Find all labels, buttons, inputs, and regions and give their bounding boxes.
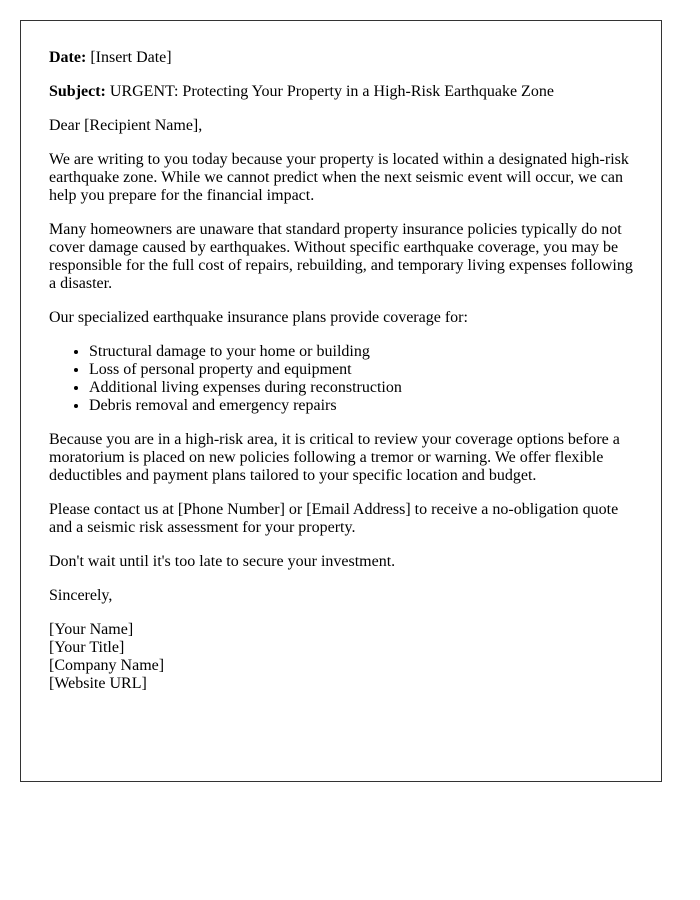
contact-paragraph: Please contact us at [Phone Number] or [Email Address] to receive a no-obligation quote and a seismic risk assessment for your property. — [49, 501, 619, 536]
coverage-item: • Structural damage to your home or building — [89, 343, 633, 361]
coverage-intro-paragraph: Our specialized earthquake insurance plans provide coverage for: — [49, 309, 468, 326]
coverage-item: • Additional living expenses during reconstruction — [89, 379, 633, 397]
signature-title: [Your Title] — [49, 639, 125, 656]
date-label: Date: — [49, 49, 87, 66]
coverage-item: • Loss of personal property and equipment — [89, 361, 633, 379]
signature-block — [49, 621, 633, 693]
salutation: Dear [Recipient Name], — [49, 117, 203, 134]
letter-page — [20, 20, 662, 782]
subject-value: URGENT: Protecting Your Property in a High-Risk Earthquake Zone — [109, 83, 554, 100]
coverage-item: • Debris removal and emergency repairs — [89, 397, 633, 415]
signature-name: [Your Name] — [49, 621, 134, 638]
call-to-action: Don't wait until it's too late to secure your investment. — [49, 553, 396, 570]
valediction: Sincerely, — [49, 587, 113, 604]
coverage-list — [49, 343, 633, 415]
intro-paragraph: We are writing to you today because your property is located within a designated high-risk earthquake zone. While we cannot predict when the next seismic event will occur, we can help you prepare for the financial impact. — [49, 151, 629, 204]
signature-company: [Company Name] — [49, 657, 165, 674]
urgency-paragraph: Because you are in a high-risk area, it is critical to review your coverage options before a moratorium is placed on new policies following a tremor or warning. We offer flexible deductibles and payment plans tailored to your specific location and budget. — [49, 431, 620, 484]
subject-line — [49, 83, 633, 101]
date-value: [Insert Date] — [90, 49, 172, 66]
subject-label: Subject: — [49, 83, 106, 100]
coverage-gap-paragraph: Many homeowners are unaware that standard property insurance policies typically do not cover damage caused by earthquakes. Without specific earthquake coverage, you may be responsible for the full cost of repairs, rebuilding, and temporary living expenses following a disaster. — [49, 221, 633, 292]
signature-website: [Website URL] — [49, 675, 147, 692]
date-line — [49, 49, 633, 67]
